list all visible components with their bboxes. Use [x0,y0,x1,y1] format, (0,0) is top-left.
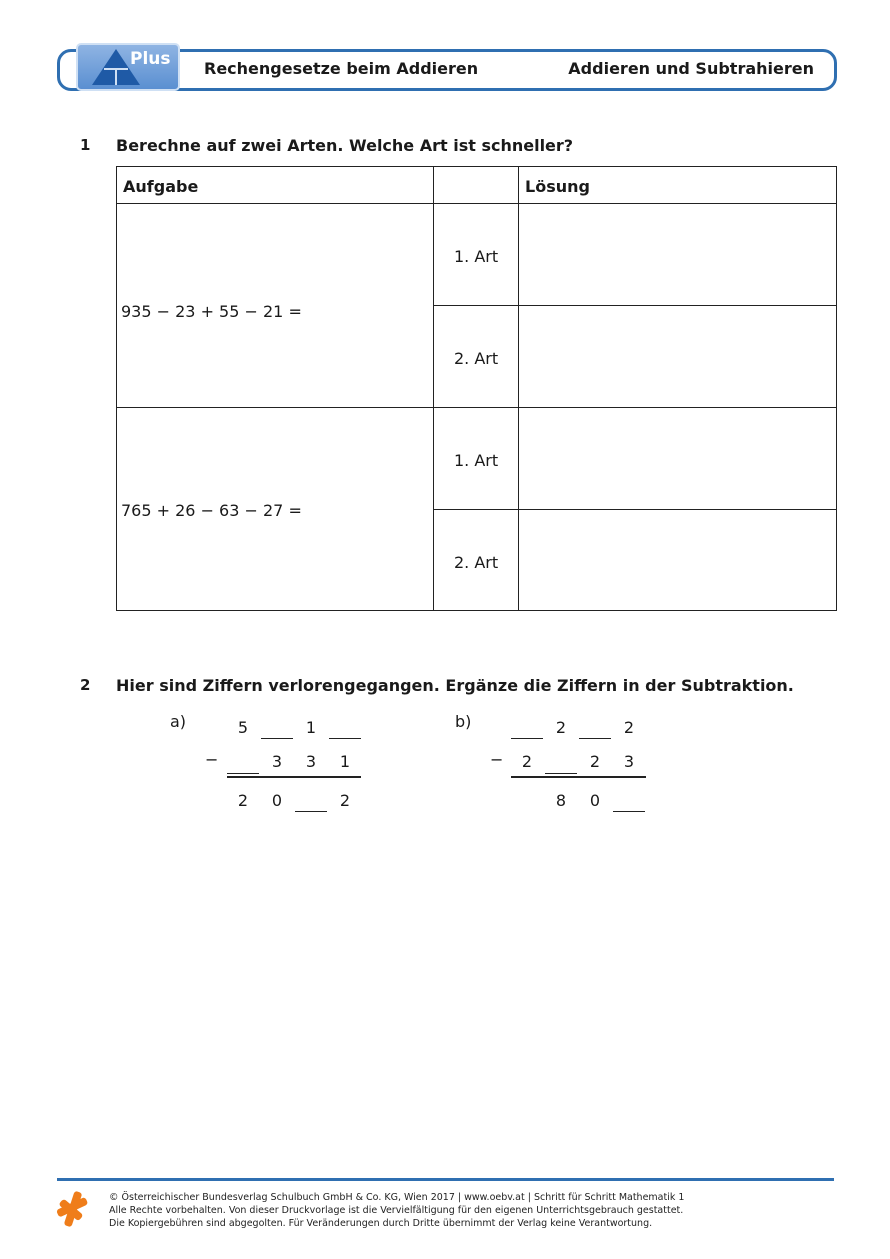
solution-table [116,166,837,611]
column-header-loesung: Lösung [525,177,590,196]
missing-digit-blank[interactable] [329,738,361,739]
digit: 2 [521,752,533,771]
header-topic-title: Rechengesetze beim Addieren [204,59,479,78]
logo-badge-text: Plus [130,49,171,69]
digit: 1 [339,752,351,771]
digit: 8 [555,791,567,810]
digit: 5 [237,718,249,737]
digit: 2 [237,791,249,810]
task-2-number: 2 [80,676,91,694]
sum-line [227,776,361,778]
task-2-instruction: Hier sind Ziffern verlorengegangen. Ergänze die Ziffern in der Subtraktion. [116,676,794,695]
digit: 1 [305,718,317,737]
task-row-2-expression: 765 + 26 − 63 − 27 = [121,501,302,520]
answer-cell[interactable] [519,306,836,407]
digit: 2 [623,718,635,737]
missing-digit-blank[interactable] [545,773,577,774]
minus-sign: − [205,750,219,769]
task-row-1-method-1: 1. Art [454,247,499,266]
missing-digit-blank[interactable] [579,738,611,739]
missing-digit-blank[interactable] [261,738,293,739]
task-1-instruction: Berechne auf zwei Arten. Welche Art ist schneller? [116,136,574,155]
footer-copyright: © Österreichischer Bundesverlag Schulbuch GmbH & Co. KG, Wien 2017 | www.oebv.at | Schritt für Schritt Mathematik 1 [109,1192,685,1203]
digit: 3 [623,752,635,771]
missing-digit-blank[interactable] [295,811,327,812]
digit: 2 [555,718,567,737]
header-chapter-title: Addieren und Subtrahieren [568,59,814,78]
missing-digit-blank[interactable] [511,738,543,739]
subtraction-a-label: a) [170,712,187,731]
digit: 2 [589,752,601,771]
answer-cell[interactable] [519,408,836,509]
task-1-number: 1 [80,136,91,154]
missing-digit-blank[interactable] [227,773,259,774]
publisher-logo-icon [55,1189,91,1229]
footer-rights: Alle Rechte vorbehalten. Von dieser Druckvorlage ist die Vervielfältigung für den eigenen Unterrichtsgebrauch gestattet. [109,1205,684,1216]
task-row-2-method-2: 2. Art [454,553,499,572]
task-row-2-method-1: 1. Art [454,451,499,470]
footer-disclaimer: Die Kopiergebühren sind abgegolten. Für Veränderungen durch Dritte übernimmt der Verlag keine Verantwortung. [109,1218,653,1229]
minus-sign: − [490,750,504,769]
column-header-aufgabe: Aufgabe [123,177,199,196]
missing-digit-blank[interactable] [613,811,645,812]
digit: 2 [339,791,351,810]
digit: 3 [271,752,283,771]
task-row-1-method-2: 2. Art [454,349,499,368]
subtraction-b-label: b) [455,712,472,731]
digit: 0 [271,791,283,810]
answer-cell[interactable] [519,204,836,305]
answer-cell[interactable] [519,510,836,610]
digit: 0 [589,791,601,810]
digit: 3 [305,752,317,771]
task-row-1-expression: 935 − 23 + 55 − 21 = [121,302,302,321]
sum-line [511,776,646,778]
footer-divider [57,1178,834,1181]
